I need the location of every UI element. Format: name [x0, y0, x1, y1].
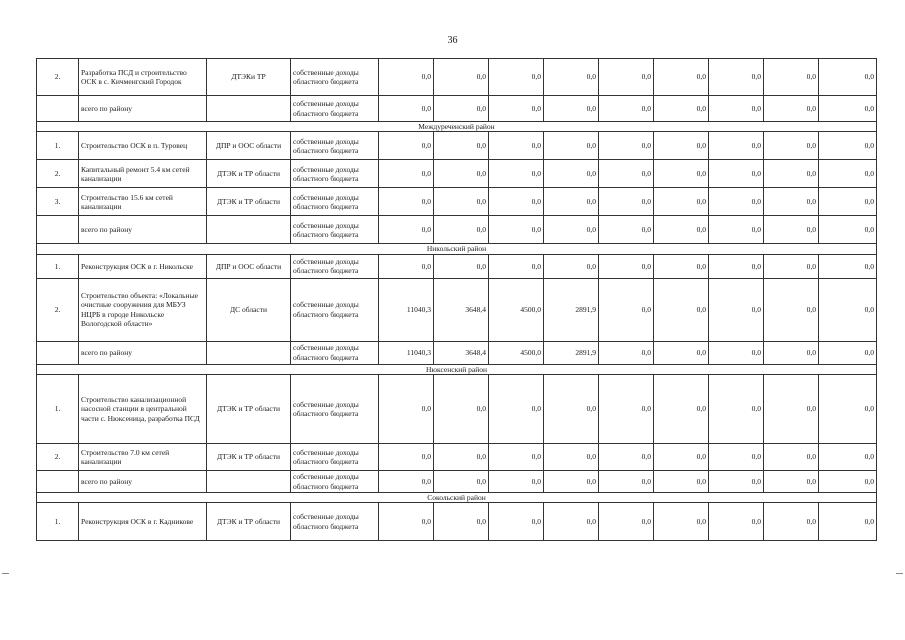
row-number [37, 341, 79, 364]
amount-cell: 0,0 [654, 216, 709, 244]
amount-cell: 0,0 [489, 216, 544, 244]
scan-edge-mark [2, 573, 9, 574]
table-row [37, 132, 877, 160]
row-number: 1. [37, 132, 79, 160]
funding-source: собственные доходы областного бюджета [291, 444, 379, 471]
measure-name: всего по району [79, 96, 207, 122]
amount-cell: 0,0 [764, 188, 819, 216]
amount-cell: 0,0 [544, 375, 599, 444]
executor [207, 471, 291, 493]
row-number [37, 471, 79, 493]
amount-cell: 0,0 [709, 444, 764, 471]
amount-cell: 0,0 [544, 59, 599, 96]
amount-cell: 0,0 [764, 96, 819, 122]
executor: ДТЭК и ТР области [207, 503, 291, 541]
amount-cell: 0,0 [654, 188, 709, 216]
funding-source: собственные доходы областного бюджета [291, 341, 379, 364]
funding-source: собственные доходы областного бюджета [291, 471, 379, 493]
amount-cell: 0,0 [764, 216, 819, 244]
amount-cell: 11040,3 [379, 278, 434, 341]
district-header-row [37, 244, 877, 254]
amount-cell: 0,0 [709, 254, 764, 278]
amount-cell: 0,0 [544, 160, 599, 188]
district-total-row [37, 96, 877, 122]
amount-cell: 0,0 [764, 471, 819, 493]
amount-cell: 0,0 [709, 341, 764, 364]
amount-cell: 0,0 [654, 444, 709, 471]
amount-cell: 0,0 [599, 132, 654, 160]
amount-cell: 0,0 [819, 471, 877, 493]
amount-cell: 0,0 [379, 503, 434, 541]
measure-name: Строительство 7.0 км сетей канализации [79, 444, 207, 471]
amount-cell: 0,0 [654, 59, 709, 96]
executor: ДТЭК и ТР области [207, 160, 291, 188]
table-row [37, 188, 877, 216]
amount-cell: 3648,4 [434, 341, 489, 364]
amount-cell: 0,0 [379, 59, 434, 96]
amount-cell: 0,0 [764, 132, 819, 160]
amount-cell: 0,0 [599, 96, 654, 122]
amount-cell: 0,0 [654, 254, 709, 278]
amount-cell: 0,0 [819, 444, 877, 471]
row-number: 2. [37, 160, 79, 188]
amount-cell: 0,0 [654, 160, 709, 188]
amount-cell: 0,0 [599, 188, 654, 216]
amount-cell: 0,0 [544, 216, 599, 244]
district-name: Сокольский район [37, 492, 877, 502]
amount-cell: 0,0 [489, 375, 544, 444]
amount-cell: 0,0 [434, 96, 489, 122]
amount-cell: 0,0 [819, 59, 877, 96]
amount-cell: 0,0 [819, 216, 877, 244]
amount-cell: 0,0 [379, 254, 434, 278]
funding-source: собственные доходы областного бюджета [291, 503, 379, 541]
amount-cell: 0,0 [654, 96, 709, 122]
row-number: 2. [37, 278, 79, 341]
amount-cell: 0,0 [599, 278, 654, 341]
funding-source: собственные доходы областного бюджета [291, 59, 379, 96]
amount-cell: 0,0 [709, 278, 764, 341]
amount-cell: 0,0 [764, 254, 819, 278]
executor: ДПР и ООС области [207, 254, 291, 278]
amount-cell: 0,0 [599, 341, 654, 364]
amount-cell: 0,0 [654, 132, 709, 160]
amount-cell: 0,0 [599, 375, 654, 444]
district-total-row [37, 471, 877, 493]
measure-name: Строительство канализационной насосной станции в центральной части с. Нюксеница, разработка ПСД [79, 375, 207, 444]
row-number [37, 216, 79, 244]
table-row [37, 160, 877, 188]
amount-cell: 0,0 [489, 59, 544, 96]
funding-source: собственные доходы областного бюджета [291, 216, 379, 244]
measure-name: Реконструкция ОСК в г. Никольске [79, 254, 207, 278]
measure-name: всего по району [79, 471, 207, 493]
executor [207, 341, 291, 364]
amount-cell: 0,0 [489, 160, 544, 188]
amount-cell: 2891,9 [544, 341, 599, 364]
amount-cell: 0,0 [599, 503, 654, 541]
district-header-row [37, 364, 877, 374]
amount-cell: 0,0 [764, 59, 819, 96]
amount-cell: 0,0 [819, 132, 877, 160]
amount-cell: 0,0 [434, 503, 489, 541]
executor: ДС области [207, 278, 291, 341]
district-name: Никольский район [37, 244, 877, 254]
measure-name: Капитальный ремонт 5.4 км сетей канализации [79, 160, 207, 188]
district-total-row [37, 341, 877, 364]
funding-source: собственные доходы областного бюджета [291, 278, 379, 341]
district-header-row [37, 492, 877, 502]
amount-cell: 0,0 [654, 503, 709, 541]
amount-cell: 0,0 [544, 254, 599, 278]
executor: ДТЭК и ТР области [207, 188, 291, 216]
row-number: 3. [37, 188, 79, 216]
amount-cell: 0,0 [819, 96, 877, 122]
amount-cell: 0,0 [819, 341, 877, 364]
amount-cell: 0,0 [379, 188, 434, 216]
executor: ДТЭК и ТР области [207, 444, 291, 471]
amount-cell: 0,0 [489, 444, 544, 471]
measure-name: всего по району [79, 341, 207, 364]
amount-cell: 0,0 [544, 132, 599, 160]
amount-cell: 0,0 [709, 503, 764, 541]
measure-name: Строительство объекта: «Локальные очистные сооружения для МБУЗ НЦРБ в городе Никольске Вологодской области» [79, 278, 207, 341]
amount-cell: 0,0 [819, 278, 877, 341]
amount-cell: 0,0 [489, 254, 544, 278]
measure-name: Строительство ОСК в п. Туровец [79, 132, 207, 160]
funding-source: собственные доходы областного бюджета [291, 132, 379, 160]
executor [207, 96, 291, 122]
table-row [37, 59, 877, 96]
amount-cell: 0,0 [544, 188, 599, 216]
amount-cell: 0,0 [819, 254, 877, 278]
amount-cell: 0,0 [654, 471, 709, 493]
amount-cell: 0,0 [544, 96, 599, 122]
amount-cell: 0,0 [654, 278, 709, 341]
executor [207, 216, 291, 244]
amount-cell: 0,0 [434, 471, 489, 493]
measure-name: Разработка ПСД и строительство ОСК в с. Кичменгский Городок [79, 59, 207, 96]
budget-table [36, 58, 877, 541]
measure-name: всего по району [79, 216, 207, 244]
amount-cell: 0,0 [379, 160, 434, 188]
amount-cell: 0,0 [654, 341, 709, 364]
row-number: 1. [37, 254, 79, 278]
measure-name: Строительство 15.6 км сетей канализации [79, 188, 207, 216]
amount-cell: 0,0 [434, 160, 489, 188]
amount-cell: 0,0 [709, 216, 764, 244]
amount-cell: 0,0 [434, 444, 489, 471]
amount-cell: 0,0 [819, 188, 877, 216]
district-total-row [37, 216, 877, 244]
scan-edge-mark [896, 573, 903, 574]
amount-cell: 0,0 [764, 444, 819, 471]
amount-cell: 0,0 [544, 503, 599, 541]
amount-cell: 0,0 [709, 160, 764, 188]
district-header-row [37, 122, 877, 132]
amount-cell: 0,0 [599, 59, 654, 96]
amount-cell: 0,0 [764, 341, 819, 364]
table-row [37, 503, 877, 541]
amount-cell: 0,0 [654, 375, 709, 444]
amount-cell: 0,0 [489, 503, 544, 541]
amount-cell: 0,0 [434, 188, 489, 216]
amount-cell: 0,0 [599, 254, 654, 278]
amount-cell: 0,0 [709, 471, 764, 493]
row-number: 2. [37, 59, 79, 96]
table-row [37, 278, 877, 341]
amount-cell: 0,0 [819, 160, 877, 188]
table-row [37, 254, 877, 278]
amount-cell: 0,0 [489, 188, 544, 216]
amount-cell: 2891,9 [544, 278, 599, 341]
amount-cell: 0,0 [819, 503, 877, 541]
amount-cell: 0,0 [599, 216, 654, 244]
executor: ДТЭК и ТР области [207, 375, 291, 444]
measure-name: Реконструкция ОСК в г. Кадникове [79, 503, 207, 541]
amount-cell: 0,0 [379, 375, 434, 444]
amount-cell: 0,0 [434, 254, 489, 278]
amount-cell: 0,0 [379, 471, 434, 493]
amount-cell: 0,0 [709, 188, 764, 216]
funding-source: собственные доходы областного бюджета [291, 188, 379, 216]
amount-cell: 0,0 [764, 375, 819, 444]
amount-cell: 0,0 [544, 444, 599, 471]
amount-cell: 0,0 [379, 444, 434, 471]
amount-cell: 0,0 [489, 96, 544, 122]
amount-cell: 0,0 [709, 132, 764, 160]
row-number: 2. [37, 444, 79, 471]
funding-source: собственные доходы областного бюджета [291, 375, 379, 444]
funding-source: собственные доходы областного бюджета [291, 254, 379, 278]
amount-cell: 0,0 [764, 160, 819, 188]
funding-source: собственные доходы областного бюджета [291, 96, 379, 122]
amount-cell: 4500,0 [489, 341, 544, 364]
amount-cell: 0,0 [434, 375, 489, 444]
table-row [37, 444, 877, 471]
amount-cell: 0,0 [379, 96, 434, 122]
amount-cell: 0,0 [599, 444, 654, 471]
amount-cell: 0,0 [764, 278, 819, 341]
amount-cell: 0,0 [544, 471, 599, 493]
amount-cell: 0,0 [379, 132, 434, 160]
amount-cell: 0,0 [434, 59, 489, 96]
amount-cell: 0,0 [764, 503, 819, 541]
amount-cell: 0,0 [599, 160, 654, 188]
amount-cell: 3648,4 [434, 278, 489, 341]
page-number: 36 [447, 35, 458, 46]
row-number [37, 96, 79, 122]
amount-cell: 4500,0 [489, 278, 544, 341]
amount-cell: 0,0 [434, 216, 489, 244]
amount-cell: 0,0 [489, 471, 544, 493]
amount-cell: 0,0 [599, 471, 654, 493]
amount-cell: 0,0 [709, 375, 764, 444]
amount-cell: 0,0 [709, 59, 764, 96]
amount-cell: 0,0 [489, 132, 544, 160]
funding-source: собственные доходы областного бюджета [291, 160, 379, 188]
amount-cell: 0,0 [819, 375, 877, 444]
amount-cell: 11040,3 [379, 341, 434, 364]
amount-cell: 0,0 [379, 216, 434, 244]
executor: ДПР и ООС области [207, 132, 291, 160]
district-name: Междуреченский район [37, 122, 877, 132]
table-row [37, 375, 877, 444]
amount-cell: 0,0 [709, 96, 764, 122]
amount-cell: 0,0 [434, 132, 489, 160]
executor: ДТЭКи ТР [207, 59, 291, 96]
district-name: Нюксенский район [37, 364, 877, 374]
row-number: 1. [37, 375, 79, 444]
row-number: 1. [37, 503, 79, 541]
